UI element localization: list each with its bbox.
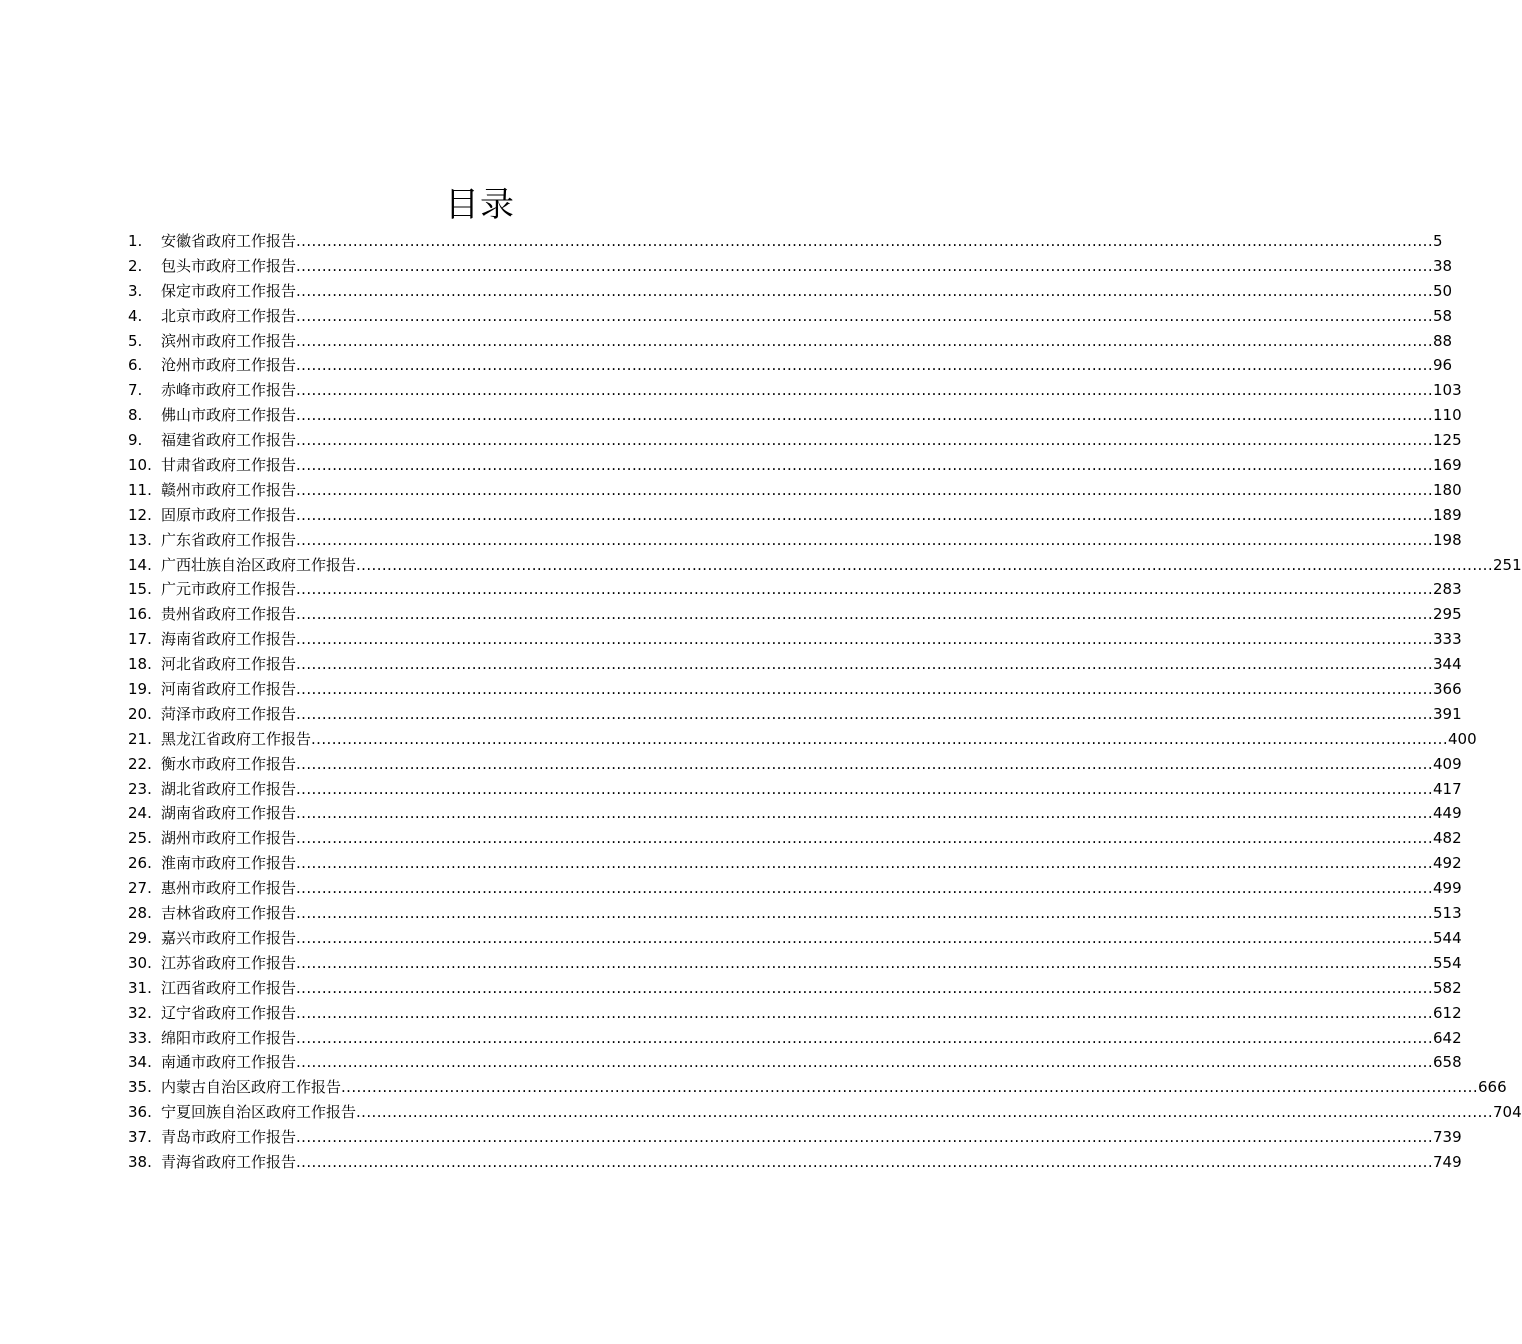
toc-entry[interactable]	[128, 453, 1462, 478]
toc-entry-label[interactable]: 吉林省政府工作报告	[161, 904, 297, 923]
dot-leader: ............................................................................................................................................................................................................................	[296, 306, 1433, 325]
toc-entry[interactable]	[128, 901, 1462, 926]
toc-entry[interactable]	[128, 627, 1462, 652]
toc-entry-number: 21.	[128, 729, 152, 748]
toc-entry[interactable]	[128, 503, 1462, 528]
toc-entry-number: 30.	[128, 953, 152, 972]
toc-entry-page-number[interactable]: 409	[1433, 754, 1462, 773]
toc-entry[interactable]	[128, 1050, 1462, 1075]
toc-entry-number: 19.	[128, 680, 152, 699]
dot-leader: ............................................................................................................................................................................................................................	[296, 1128, 1433, 1147]
dot-leader: ............................................................................................................................................................................................................................	[296, 456, 1433, 475]
toc-entry-page-number[interactable]: 251	[1493, 555, 1522, 574]
toc-entry[interactable]	[128, 677, 1462, 702]
toc-entry-page-number[interactable]: 110	[1433, 406, 1462, 425]
dot-leader: ............................................................................................................................................................................................................................	[296, 630, 1433, 649]
dot-leader: ............................................................................................................................................................................................................................	[296, 256, 1433, 275]
toc-entry-label[interactable]: 甘肃省政府工作报告	[161, 456, 297, 475]
toc-entry[interactable]	[128, 702, 1462, 727]
toc-entry[interactable]	[128, 777, 1462, 802]
dot-leader: ............................................................................................................................................................................................................................	[296, 1053, 1433, 1072]
toc-entry-label[interactable]: 辽宁省政府工作报告	[161, 1003, 297, 1022]
toc-entry-label[interactable]: 绵阳市政府工作报告	[161, 1028, 297, 1047]
toc-entry[interactable]	[128, 1001, 1462, 1026]
toc-entry-number: 31.	[128, 978, 152, 997]
toc-entry[interactable]	[128, 1125, 1462, 1150]
dot-leader: ............................................................................................................................................................................................................................	[296, 406, 1433, 425]
toc-entry-number: 25.	[128, 829, 152, 848]
toc-entry-page-number[interactable]: 50	[1433, 281, 1453, 300]
toc-entry-number: 6.	[128, 356, 143, 375]
toc-entry-page-number[interactable]: 366	[1433, 680, 1462, 699]
toc-entry-label[interactable]: 南通市政府工作报告	[161, 1053, 297, 1072]
toc-entry-label[interactable]: 宁夏回族自治区政府工作报告	[161, 1103, 357, 1122]
dot-leader: ............................................................................................................................................................................................................................	[356, 555, 1493, 574]
toc-entry-label[interactable]: 广西壮族自治区政府工作报告	[161, 555, 357, 574]
toc-title: 目录	[445, 185, 515, 225]
toc-entry-number: 34.	[128, 1053, 152, 1072]
toc-entry-page-number[interactable]: 169	[1433, 456, 1462, 475]
toc-entry-number: 11.	[128, 480, 152, 499]
toc-entry-number: 38.	[128, 1152, 152, 1171]
toc-entry-label[interactable]: 衡水市政府工作报告	[161, 754, 297, 773]
dot-leader: ............................................................................................................................................................................................................................	[296, 754, 1433, 773]
toc-entry[interactable]	[128, 752, 1462, 777]
toc-entry[interactable]	[128, 876, 1462, 901]
toc-entry[interactable]	[128, 478, 1462, 503]
toc-entry[interactable]	[128, 329, 1453, 354]
dot-leader: ............................................................................................................................................................................................................................	[356, 1103, 1493, 1122]
toc-entry-number: 1.	[128, 232, 143, 250]
dot-leader: ............................................................................................................................................................................................................................	[296, 928, 1433, 947]
toc-entry-page-number[interactable]: 642	[1433, 1028, 1462, 1047]
toc-entry-page-number[interactable]: 189	[1433, 505, 1462, 524]
toc-entry-label[interactable]: 嘉兴市政府工作报告	[161, 928, 297, 947]
toc-entry-label[interactable]: 贵州省政府工作报告	[161, 605, 297, 624]
toc-entry-label[interactable]: 青海省政府工作报告	[161, 1152, 297, 1171]
toc-entry[interactable]	[128, 403, 1462, 428]
dot-leader: ............................................................................................................................................................................................................................	[296, 978, 1433, 997]
toc-entry-number: 23.	[128, 779, 152, 798]
dot-leader: ............................................................................................................................................................................................................................	[296, 829, 1433, 848]
toc-entry-label[interactable]: 固原市政府工作报告	[161, 505, 297, 524]
toc-entry[interactable]	[128, 851, 1462, 876]
dot-leader: ............................................................................................................................................................................................................................	[311, 729, 1448, 748]
toc-entry-number: 28.	[128, 904, 152, 923]
toc-entry-number: 5.	[128, 331, 143, 350]
toc-entry-number: 10.	[128, 456, 152, 475]
toc-entry[interactable]	[128, 652, 1462, 677]
toc-entry-page-number[interactable]: 749	[1433, 1152, 1462, 1171]
toc-entry-page-number[interactable]: 449	[1433, 804, 1462, 823]
toc-entry[interactable]	[128, 553, 1522, 578]
dot-leader: ............................................................................................................................................................................................................................	[296, 854, 1433, 873]
dot-leader: ............................................................................................................................................................................................................................	[296, 331, 1433, 350]
toc-entry-page-number[interactable]: 125	[1433, 431, 1462, 450]
toc-entry-page-number[interactable]: 417	[1433, 779, 1462, 798]
toc-entry[interactable]	[128, 1026, 1462, 1051]
toc-entry[interactable]	[128, 976, 1462, 1001]
dot-leader: ............................................................................................................................................................................................................................	[296, 505, 1433, 524]
dot-leader: ............................................................................................................................................................................................................................	[296, 680, 1433, 699]
toc-entry-number: 35.	[128, 1078, 152, 1097]
toc-entry-page-number[interactable]: 88	[1433, 331, 1453, 350]
dot-leader: ............................................................................................................................................................................................................................	[296, 1028, 1433, 1047]
toc-entry-label[interactable]: 菏泽市政府工作报告	[161, 704, 297, 723]
dot-leader: ............................................................................................................................................................................................................................	[296, 879, 1433, 898]
dot-leader: ............................................................................................................................................................................................................................	[296, 904, 1433, 923]
toc-entry[interactable]	[128, 279, 1453, 304]
toc-entry[interactable]	[128, 577, 1462, 602]
dot-leader: ............................................................................................................................................................................................................................	[296, 655, 1433, 674]
dot-leader: ............................................................................................................................................................................................................................	[296, 804, 1433, 823]
dot-leader: ............................................................................................................................................................................................................................	[296, 232, 1433, 250]
toc-entry[interactable]	[128, 1075, 1507, 1100]
toc-entry-number: 13.	[128, 530, 152, 549]
toc-entry[interactable]	[128, 528, 1462, 553]
toc-entry-number: 24.	[128, 804, 152, 823]
toc-entry-number: 32.	[128, 1003, 152, 1022]
toc-entry-page-number[interactable]: 482	[1433, 829, 1462, 848]
toc-entry-page-number[interactable]: 582	[1433, 978, 1462, 997]
toc-entry-page-number[interactable]: 499	[1433, 879, 1462, 898]
toc-entry-number: 22.	[128, 754, 152, 773]
dot-leader: ............................................................................................................................................................................................................................	[296, 431, 1433, 450]
toc-entry-page-number[interactable]: 283	[1433, 580, 1462, 599]
toc-entry[interactable]	[128, 602, 1462, 627]
toc-entry-page-number[interactable]: 96	[1433, 356, 1453, 375]
toc-entry-label[interactable]: 安徽省政府工作报告	[161, 232, 297, 250]
toc-entry-label[interactable]: 佛山市政府工作报告	[161, 406, 297, 425]
toc-entry-label[interactable]: 滨州市政府工作报告	[161, 331, 297, 350]
dot-leader: ............................................................................................................................................................................................................................	[296, 281, 1433, 300]
toc-entry-number: 4.	[128, 306, 143, 325]
toc-entry[interactable]	[128, 378, 1462, 403]
toc-entry-label[interactable]: 惠州市政府工作报告	[161, 879, 297, 898]
toc-entry-number: 37.	[128, 1128, 152, 1147]
toc-entry[interactable]	[128, 229, 1443, 254]
toc-entry-page-number[interactable]: 658	[1433, 1053, 1462, 1072]
toc-entry[interactable]	[128, 1150, 1462, 1175]
toc-entry-number: 27.	[128, 879, 152, 898]
toc-entry-label[interactable]: 北京市政府工作报告	[161, 306, 297, 325]
toc-entry[interactable]	[128, 353, 1453, 378]
toc-entry-page-number[interactable]: 554	[1433, 953, 1462, 972]
toc-entry-number: 18.	[128, 655, 152, 674]
toc-entry-label[interactable]: 江西省政府工作报告	[161, 978, 297, 997]
toc-entry-number: 14.	[128, 555, 152, 574]
toc-entry-page-number[interactable]: 666	[1478, 1078, 1507, 1097]
toc-entry-page-number[interactable]: 5	[1433, 232, 1443, 250]
toc-entry-label[interactable]: 广元市政府工作报告	[161, 580, 297, 599]
toc-entry-label[interactable]: 江苏省政府工作报告	[161, 953, 297, 972]
toc-entry-label[interactable]: 湖州市政府工作报告	[161, 829, 297, 848]
toc-entry-page-number[interactable]: 492	[1433, 854, 1462, 873]
toc-entry-label[interactable]: 河南省政府工作报告	[161, 680, 297, 699]
toc-entry-page-number[interactable]: 295	[1433, 605, 1462, 624]
toc-entry-number: 36.	[128, 1103, 152, 1122]
toc-entry-number: 33.	[128, 1028, 152, 1047]
toc-entry-page-number[interactable]: 103	[1433, 381, 1462, 400]
dot-leader: ............................................................................................................................................................................................................................	[341, 1078, 1478, 1097]
toc-entry-page-number[interactable]: 391	[1433, 704, 1462, 723]
toc-entry-page-number[interactable]: 180	[1433, 480, 1462, 499]
toc-entry-page-number[interactable]: 38	[1433, 256, 1453, 275]
dot-leader: ............................................................................................................................................................................................................................	[296, 530, 1433, 549]
toc-entry[interactable]	[128, 727, 1477, 752]
dot-leader: ............................................................................................................................................................................................................................	[296, 1003, 1433, 1022]
toc-entry-label[interactable]: 湖北省政府工作报告	[161, 779, 297, 798]
toc-entry[interactable]	[128, 826, 1462, 851]
toc-entry-number: 17.	[128, 630, 152, 649]
toc-entry-page-number[interactable]: 58	[1433, 306, 1453, 325]
toc-entry-label[interactable]: 广东省政府工作报告	[161, 530, 297, 549]
toc-entry[interactable]	[128, 428, 1462, 453]
toc-entry-number: 26.	[128, 854, 152, 873]
toc-entry-page-number[interactable]: 704	[1493, 1103, 1522, 1122]
toc-entry-label[interactable]: 河北省政府工作报告	[161, 655, 297, 674]
table-of-contents	[128, 229, 1522, 1175]
toc-entry-page-number[interactable]: 544	[1433, 928, 1462, 947]
dot-leader: ............................................................................................................................................................................................................................	[296, 779, 1433, 798]
toc-entry[interactable]	[128, 304, 1453, 329]
toc-entry-page-number[interactable]: 333	[1433, 630, 1462, 649]
toc-entry-label[interactable]: 海南省政府工作报告	[161, 630, 297, 649]
toc-entry[interactable]	[128, 951, 1462, 976]
toc-entry-label[interactable]: 福建省政府工作报告	[161, 431, 297, 450]
dot-leader: ............................................................................................................................................................................................................................	[296, 480, 1433, 499]
toc-entry-label[interactable]: 内蒙古自治区政府工作报告	[161, 1078, 342, 1097]
toc-entry-number: 3.	[128, 281, 143, 300]
toc-entry[interactable]	[128, 1100, 1522, 1125]
toc-entry-label[interactable]: 赣州市政府工作报告	[161, 480, 297, 499]
toc-entry-label[interactable]: 青岛市政府工作报告	[161, 1128, 297, 1147]
toc-entry-page-number[interactable]: 513	[1433, 904, 1462, 923]
toc-entry-label[interactable]: 赤峰市政府工作报告	[161, 381, 297, 400]
toc-entry-label[interactable]: 淮南市政府工作报告	[161, 854, 297, 873]
toc-entry-number: 2.	[128, 256, 143, 275]
toc-entry-number: 16.	[128, 605, 152, 624]
dot-leader: ............................................................................................................................................................................................................................	[296, 356, 1433, 375]
toc-entry-number: 7.	[128, 381, 143, 400]
toc-entry-number: 29.	[128, 928, 152, 947]
toc-entry[interactable]	[128, 801, 1462, 826]
toc-entry-page-number[interactable]: 612	[1433, 1003, 1462, 1022]
dot-leader: ............................................................................................................................................................................................................................	[296, 953, 1433, 972]
toc-entry-label[interactable]: 沧州市政府工作报告	[161, 356, 297, 375]
dot-leader: ............................................................................................................................................................................................................................	[296, 605, 1433, 624]
toc-entry-number: 15.	[128, 580, 152, 599]
dot-leader: ............................................................................................................................................................................................................................	[296, 381, 1433, 400]
toc-entry-number: 20.	[128, 704, 152, 723]
toc-entry-page-number[interactable]: 400	[1448, 729, 1477, 748]
toc-entry-label[interactable]: 黑龙江省政府工作报告	[161, 729, 312, 748]
toc-entry-page-number[interactable]: 344	[1433, 655, 1462, 674]
toc-entry[interactable]	[128, 254, 1453, 279]
toc-entry-number: 8.	[128, 406, 143, 425]
dot-leader: ............................................................................................................................................................................................................................	[296, 704, 1433, 723]
toc-entry[interactable]	[128, 926, 1462, 951]
toc-entry-page-number[interactable]: 198	[1433, 530, 1462, 549]
toc-entry-number: 9.	[128, 431, 143, 450]
toc-entry-label[interactable]: 湖南省政府工作报告	[161, 804, 297, 823]
toc-entry-number: 12.	[128, 505, 152, 524]
dot-leader: ............................................................................................................................................................................................................................	[296, 1152, 1433, 1171]
toc-entry-page-number[interactable]: 739	[1433, 1128, 1462, 1147]
dot-leader: ............................................................................................................................................................................................................................	[296, 580, 1433, 599]
toc-entry-label[interactable]: 保定市政府工作报告	[161, 281, 297, 300]
toc-entry-label[interactable]: 包头市政府工作报告	[161, 256, 297, 275]
